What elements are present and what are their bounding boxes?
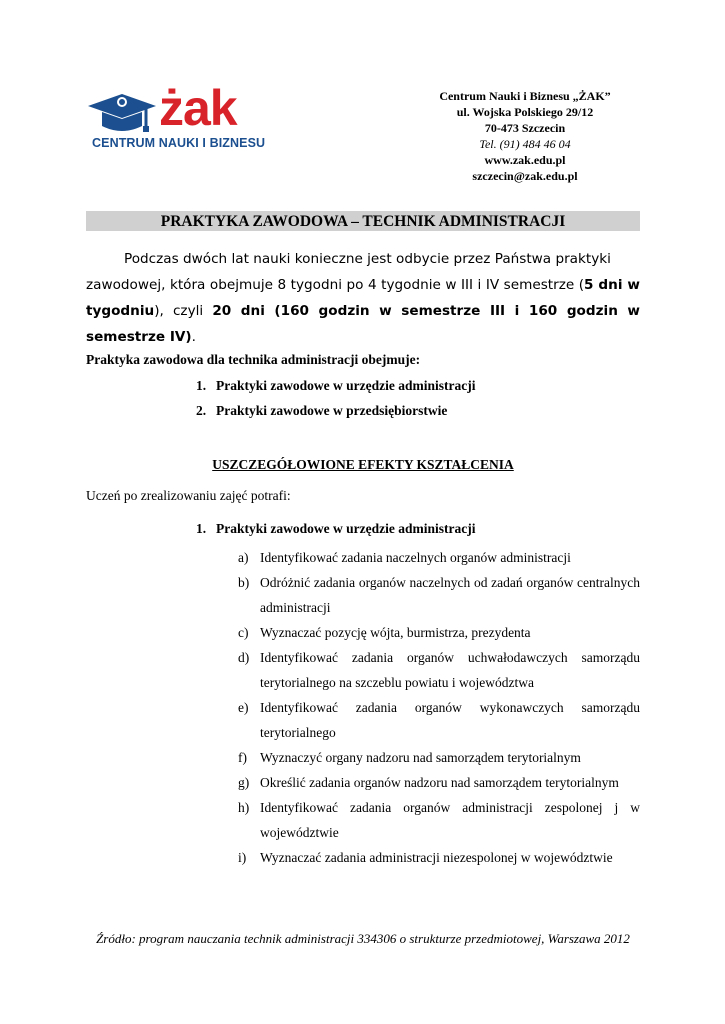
contact-block	[410, 88, 640, 184]
practice-item-num: 1.	[196, 378, 207, 393]
list-item-text: Identyfikować zadania naczelnych organów administracji	[260, 550, 571, 565]
contact-phone: Tel. (91) 484 46 04	[479, 137, 571, 151]
zak-logo	[86, 80, 286, 156]
intro-text-a: zawodowej, która obejmuje 8 tygodni po 4 tygodnie w III i IV semestrze (	[86, 277, 585, 293]
list-item-text: Wyznaczyć organy nadzoru nad samorządem terytorialnym	[260, 750, 581, 765]
graduation-cap-icon	[86, 88, 158, 140]
logo-word: żak	[159, 80, 237, 136]
list-item-letter: a)	[238, 550, 249, 565]
contact-name: Centrum Nauki i Biznesu „ŻAK”	[439, 89, 611, 103]
list-item-text: Wyznaczać zadania administracji niezespolonej w województwie	[260, 850, 613, 865]
list-item	[238, 545, 640, 570]
list-item-text: Identyfikować zadania organów uchwałodawczych samorządu terytorialnego na szczeblu powiatu i województwa	[260, 650, 640, 690]
effects-section-num: 1.	[196, 521, 207, 536]
list-item-letter: e)	[238, 700, 249, 715]
list-item	[238, 795, 640, 845]
list-item-text: Identyfikować zadania organów administracji zespolonej j w województwie	[260, 800, 640, 840]
list-item-text: Identyfikować zadania organów wykonawczych samorządu terytorialnego	[260, 700, 640, 740]
intro-text-b: ), czyli	[154, 303, 213, 319]
list-item-text: Określić zadania organów nadzoru nad samorządem terytorialnym	[260, 775, 619, 790]
intro-bold-total-days: 20 dni (160 godzin w semestrze III i 160 godzin w semestrze IV)	[86, 303, 640, 345]
contact-city: 70-473 Szczecin	[484, 121, 566, 135]
page-title: PRAKTYKA ZAWODOWA – TECHNIK ADMINISTRACJI	[86, 211, 640, 231]
intro-bold-days-per-week: 5 dni w tygodniu	[86, 277, 640, 319]
contact-website[interactable]: www.zak.edu.pl	[484, 153, 566, 167]
list-item-letter: g)	[238, 775, 250, 790]
list-item	[238, 695, 640, 745]
list-item	[238, 845, 640, 870]
contact-street: ul. Wojska Polskiego 29/12	[456, 105, 594, 119]
list-item-letter: d)	[238, 650, 250, 665]
list-item-letter: b)	[238, 575, 250, 590]
list-item	[238, 645, 640, 695]
effects-list	[238, 545, 640, 870]
practice-item-text: Praktyki zawodowe w przedsiębiorstwie	[216, 403, 448, 418]
intro-rest	[86, 272, 640, 350]
list-item-letter: f)	[238, 750, 247, 765]
list-item	[238, 745, 640, 770]
effects-section-text: Praktyki zawodowe w urzędzie administracji	[216, 521, 476, 536]
list-item-text: Odróżnić zadania organów naczelnych od zadań organów centralnych administracji	[260, 575, 640, 615]
effects-section-title	[196, 521, 475, 537]
effects-intro: Uczeń po zrealizowaniu zajęć potrafi:	[86, 488, 291, 503]
source-note: Źródło: program nauczania technik administracji 334306 o strukturze przedmiotowej, Warszawa 2012	[96, 931, 630, 946]
effects-heading: USZCZEGÓŁOWIONE EFEKTY KSZTAŁCENIA	[212, 457, 514, 472]
list-item	[238, 570, 640, 620]
list-item-letter: i)	[238, 850, 247, 865]
list-item-text: Wyznaczać pozycję wójta, burmistrza, prezydenta	[260, 625, 531, 640]
list-item-letter: h)	[238, 800, 250, 815]
list-item-letter: c)	[238, 625, 249, 640]
list-item	[238, 770, 640, 795]
intro-end: .	[191, 329, 196, 345]
practice-item	[196, 403, 447, 419]
practice-heading: Praktyka zawodowa dla technika administracji obejmuje:	[86, 352, 421, 367]
list-item	[238, 620, 640, 645]
practice-item-text: Praktyki zawodowe w urzędzie administracji	[216, 378, 476, 393]
contact-email[interactable]: szczecin@zak.edu.pl	[472, 169, 578, 183]
logo-subtitle: CENTRUM NAUKI I BIZNESU	[92, 136, 266, 150]
practice-item	[196, 378, 475, 394]
practice-item-num: 2.	[196, 403, 207, 418]
intro-line-1: Podczas dwóch lat nauki konieczne jest odbycie przez Państwa praktyki	[124, 251, 611, 267]
intro-paragraph	[86, 246, 640, 350]
